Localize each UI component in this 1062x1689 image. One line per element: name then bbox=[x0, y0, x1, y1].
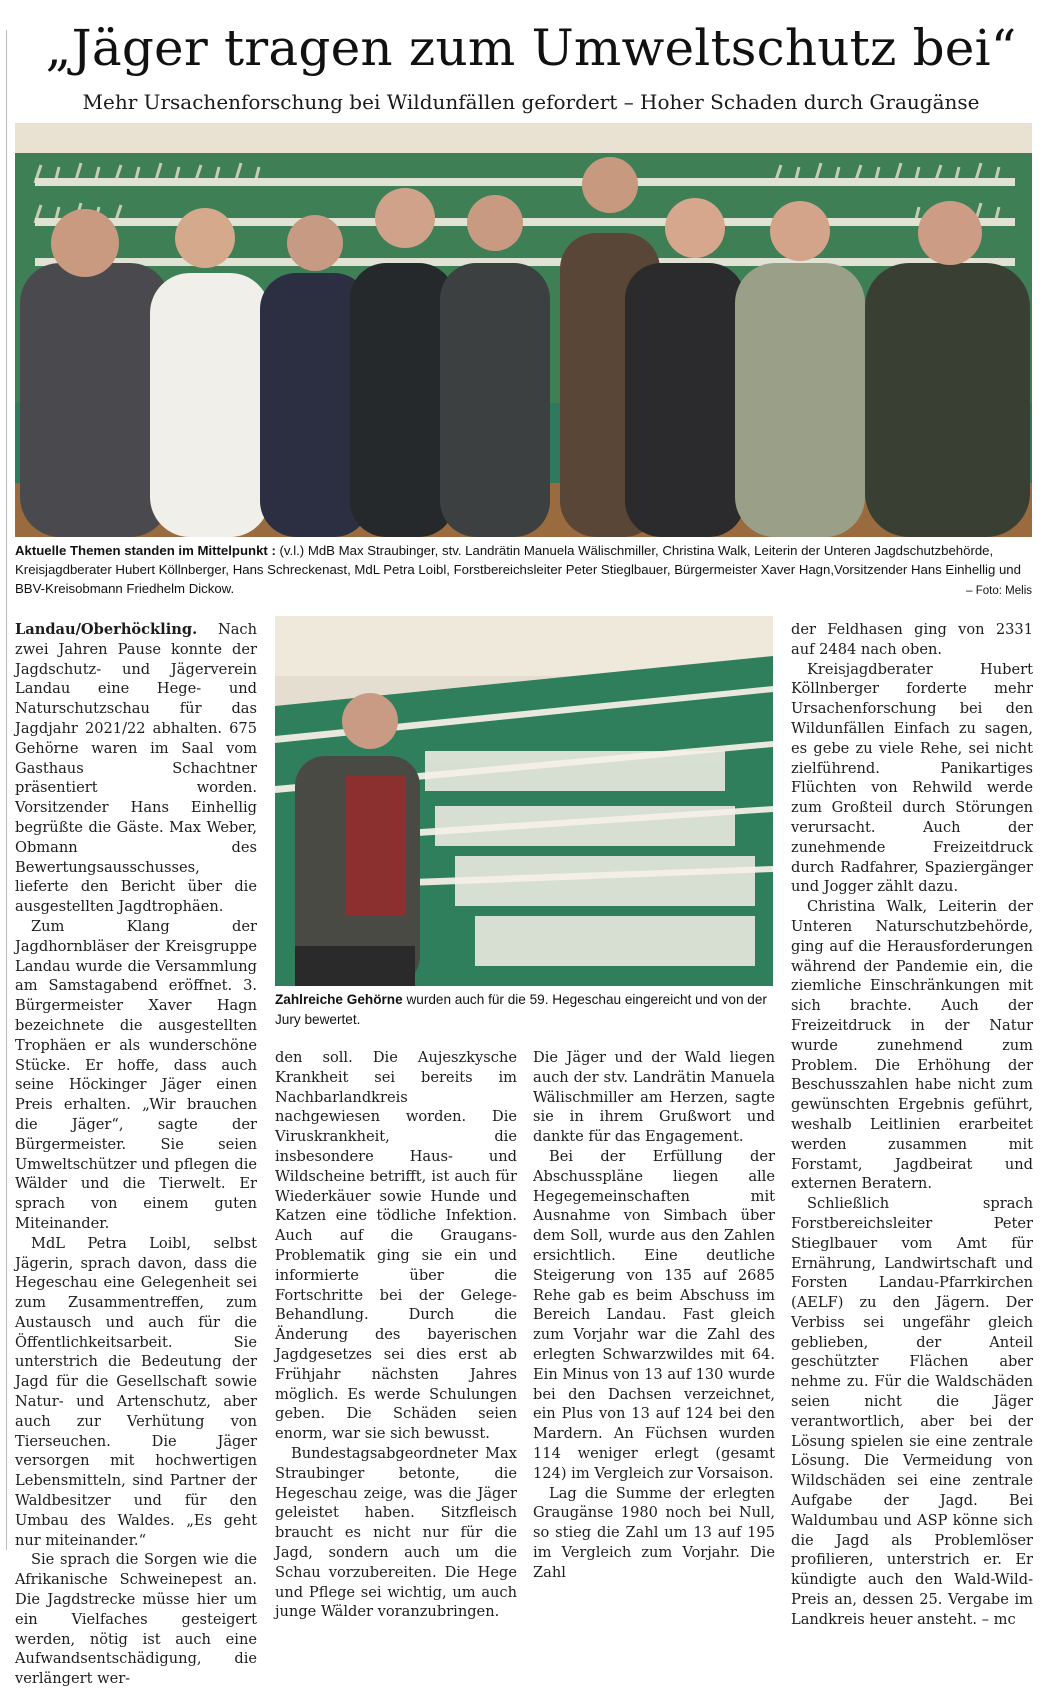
trophy-wall-photo bbox=[275, 616, 773, 986]
second-caption-text: wurden auch für die 59. Hegeschau eingereicht und von der Jury bewertet. bbox=[275, 992, 767, 1027]
photo-credit: – Foto: Melis bbox=[966, 585, 1032, 597]
article-column-1 bbox=[15, 620, 257, 1689]
col4-paragraph: Kreisjagdberater Hubert Köllnberger forderte mehr Ursachenforschung bei den Wildunfällen Einfach zu sagen, es gebe zu viele Rehe, sei nicht zielführend. Panikartiges Flüchten von Rehwild werde zum Großteil durch Störungen verursacht. Auch der zunehmende Freizeitdruck durch Radfahrer, Spaziergänger und Jogger zählt dazu. bbox=[791, 660, 1033, 896]
col3-paragraph: Bei der Erfüllung der Abschusspläne liegen alle Hegegemeinschaften mit Ausnahme von Simbach über dem Soll, wurde aus den Zahlen ersichtlich. Eine deutliche Steigerung von 135 auf 2685 Rehe gab es beim Abschuss im Bereich Landau. Fast gleich zum Vorjahr war die Zahl des erlegten Schwarzwildes mit 64. Ein Minus von 13 auf 130 wurde bei den Dachsen verzeichnet, ein Plus von 13 auf 124 bei den Mardern. An Füchsen wurden 114 weniger erlegt (gesamt 124) im Vergleich zur Vorsaison. bbox=[533, 1147, 775, 1482]
col2-paragraph: den soll. Die Aujeszkysche Krankheit sei bereits im Nachbarlandkreis nachgewiesen worden. Die Viruskrankheit, die insbesondere Haus- und Wildscheine betrifft, ist auch für Wiederkäuer sowie Hunde und Katzen eine tödliche Infektion. Auch auf die Graugans-Problematik ging sie ein und informierte über die Fortschritte bei der Gelege-Behandlung. Durch die Änderung des bayerischen Jagdgesetzes sei dies erst ab Frühjahr nächsten Jahres möglich. Es werde Schulungen geben. Die Schäden seien enorm, war sie sich bewusst. bbox=[275, 1049, 517, 1443]
main-photo-caption bbox=[15, 541, 1035, 598]
subheadline: Mehr Ursachenforschung bei Wildunfällen gefordert – Hoher Schaden durch Graugänse bbox=[82, 90, 980, 114]
caption-text: (v.l.) MdB Max Straubinger, stv. Landrätin Manuela Wälischmiller, Christina Walk, Leiterin der Unteren Jagdschutzbehörde, Kreisjagdberater Hubert Köllnberger, Hans Schreckenast, MdL Petra Loibl, Forstbereichsleiter Peter Stieglbauer, Bürgermeister Xaver Hagn,Vorsitzender Hans Einhellig und BBV-Kreisobmann Friedhelm Dickow. bbox=[15, 543, 1021, 596]
col1-paragraph: Sie sprach die Sorgen wie die Afrikanische Schweinepest an. Die Jagdstrecke müsse hier um ein Vielfaches gesteigert werden, nötig ist auch eine Aufwandsentschädigung, die verlängert wer- bbox=[15, 1551, 257, 1688]
article-column-2 bbox=[275, 1048, 517, 1622]
left-margin-rule bbox=[6, 30, 7, 1550]
second-caption-lead: Zahlreiche Gehörne bbox=[275, 992, 403, 1007]
col3-paragraph: Lag die Summe der erlegten Graugänse 1980 noch bei Null, so stieg die Zahl um 13 auf 195 im Vergleich zum Vorjahr. Die Zahl bbox=[533, 1484, 775, 1581]
col4-paragraph: der Feldhasen ging von 2331 auf 2484 nach oben. bbox=[791, 621, 1033, 658]
second-photo-caption bbox=[275, 990, 775, 1029]
group-photo bbox=[15, 123, 1032, 537]
col2-paragraph: Bundestagsabgeordneter Max Straubinger betonte, die Hegeschau zeige, was die Jäger geleistet haben. Sitzfleisch braucht es nicht nur für die Jagd, sondern auch um die Schau vorzubereiten. Die Hege und Pflege sei wichtig, um auch junge Wälder voranzubringen. bbox=[275, 1444, 517, 1621]
col1-paragraph: Zum Klang der Jagdhornbläser der Kreisgruppe Landau wurde die Versammlung am Samstagabend eröffnet. 3. Bürgermeister Xaver Hagn bezeichnete die ausgestellten Trophäen er als wunderschöne Stücke. Er hoffe, dass auch seine Höckinger Jäger einen Preis erhalten. „Wir brauchen die Jäger“, sagte der Bürgermeister. Sie seien Umweltschützer und pflegen die Wälder und die Tierwelt. Er sprach von einem guten Miteinander. bbox=[15, 917, 257, 1232]
caption-lead: Aktuelle Themen standen im Mittelpunkt : bbox=[15, 543, 276, 558]
article-column-3 bbox=[533, 1048, 775, 1583]
col4-paragraph: Schließlich sprach Forstbereichsleiter Peter Stieglbauer vom Amt für Ernährung, Landwirtschaft und Forsten Landau-Pfarrkirchen (AELF) zu den Jägern. Der Verbiss sei ungefähr gleich geblieben, der Anteil geschützter Flächen aber nehme zu. Für die Waldschäden seien nicht die Jäger verantwortlich, aber bei der Lösung spielen sie eine zentrale Lösung. Die Vermeidung von Wildschäden sei eine zentrale Aufgabe der Jagd. Bei Waldumbau und ASP könne sich die Jagd als Problemlöser profilieren, unterstrich er. Er kündigte auch den Wald-Wild-Preis an, dessen 25. Vergabe im Landkreis heuer ansteht. – mc bbox=[791, 1195, 1033, 1628]
col1-paragraph: Landau/Oberhöckling. Nach zwei Jahren Pause konnte der Jagdschutz- und Jägerverein Landau eine Hege- und Naturschutzschau für das Jagdjahr 2021/22 abhalten. 675 Gehörne waren im Saal vom Gasthaus Schachtner präsentiert worden. Vorsitzender Hans Einhellig begrüßte die Gäste. Max Weber, Obmann des Bewertungsausschusses, lieferte den Bericht über die ausgestellten Jagdtrophäen. bbox=[15, 621, 257, 916]
article-column-4 bbox=[791, 620, 1033, 1630]
dateline: Landau/Oberhöckling. bbox=[15, 621, 198, 638]
col3-paragraph: Die Jäger und der Wald liegen auch der stv. Landrätin Manuela Wälischmiller am Herzen, sagte sie in ihrem Grußwort und dankte für das Engagement. bbox=[533, 1049, 775, 1146]
headline: „Jäger tragen zum Umweltschutz bei“ bbox=[45, 19, 1017, 77]
col4-paragraph: Christina Walk, Leiterin der Unteren Naturschutzbehörde, ging auf die Herausforderungen während der Pandemie ein, die ziemliche Einschränkungen mit sich brachte. Auch der Freizeitdruck in der Natur wurde zunehmend zum Problem. Die Erhöhung der Beschusszahlen habe nicht zum gewünschten Ergebnis geführt, weshalb Leitlinien erarbeitet werden zusammen mit Forstamt, Jagdbeirat und externen Beratern. bbox=[791, 898, 1033, 1193]
col1-paragraph: MdL Petra Loibl, selbst Jägerin, sprach davon, dass die Hegeschau eine Gelegenheit sei zum Zusammentreffen, zum Austausch und auch für die Öffentlichkeitsarbeit. Sie unterstrich die Bedeutung der Jagd für die Gesellschaft sowie Natur- und Artenschutz, aber auch zur Verhütung von Tierseuchen. Die Jäger versorgen mit hochwertigen Lebensmitteln, sind Partner der Waldbesitzer und für den Umbau des Waldes. „Es geht nur miteinander.“ bbox=[15, 1234, 257, 1549]
